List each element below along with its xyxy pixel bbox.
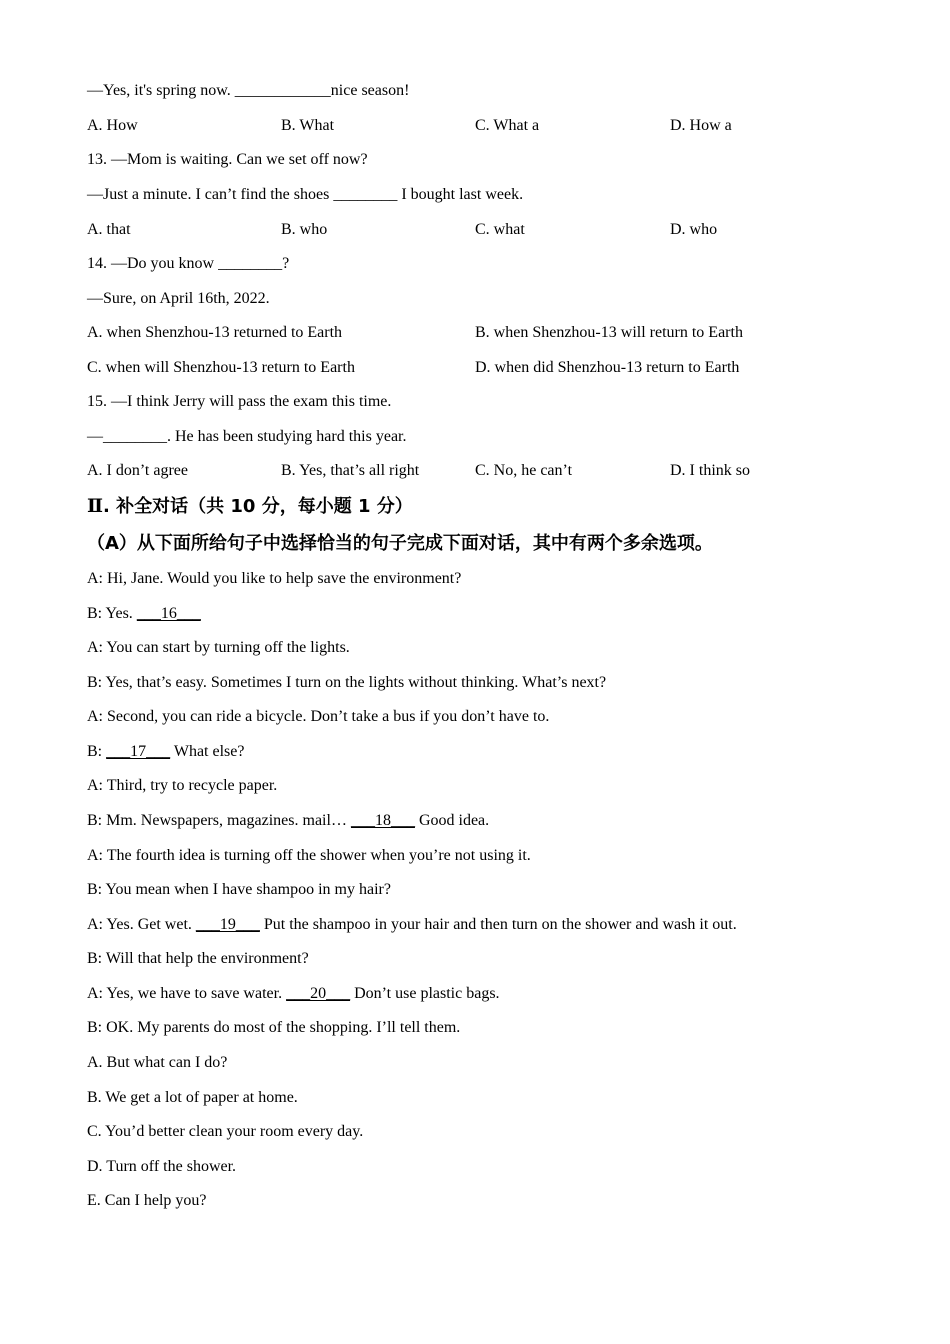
q14-option-b: B. when Shenzhou-13 will return to Earth [475, 324, 743, 341]
dialogue-line-13-tail: Don’t use plastic bags. [350, 985, 500, 1002]
dialogue-line-6 [87, 742, 244, 762]
dialogue-line-13 [87, 984, 500, 1004]
dialogue-line-4: B: Yes, that’s easy. Sometimes I turn on the lights without thinking. What’s next? [87, 674, 607, 691]
choice-a: A. But what can I do? [87, 1054, 228, 1071]
dialogue-line-6-tail: What else? [170, 743, 245, 760]
section-subtitle: （A）从下面所给句子中选择恰当的句子完成下面对话，其中有两个多余选项。 [87, 533, 713, 554]
blank-16: ___16___ [136, 605, 201, 622]
dialogue-line-2 [87, 604, 201, 624]
q13-option-c: C. what [475, 221, 525, 238]
q12-option-a: A. How [87, 117, 138, 134]
q12-option-c: C. What a [475, 117, 540, 134]
dialogue-line-6-text: B: [87, 743, 107, 760]
blank-20: ___20___ [286, 985, 351, 1002]
dialogue-line-1: A: Hi, Jane. Would you like to help save the environment? [87, 570, 462, 587]
q15-answer-line: —________. He has been studying hard this year. [87, 428, 407, 445]
dialogue-line-10: B: You mean when I have shampoo in my hair? [87, 881, 391, 898]
q14-option-d: D. when did Shenzhou-13 return to Earth [475, 359, 740, 376]
dialogue-line-8 [87, 811, 489, 831]
section-title: . 补全对话（共 10 分，每小题 1 分） [103, 496, 413, 517]
q13-option-b: B. who [281, 221, 328, 238]
section-heading [87, 496, 413, 518]
q12-option-b: B. What [281, 117, 335, 134]
dialogue-line-8-tail: Good idea. [414, 812, 490, 829]
dialogue-line-11-text: A: Yes. Get wet. [87, 916, 196, 933]
dialogue-line-9: A: The fourth idea is turning off the shower when you’re not using it. [87, 847, 531, 864]
q13-option-a: A. that [87, 221, 131, 238]
blank-17: ___17___ [106, 743, 171, 760]
q12-option-d: D. How a [670, 117, 732, 134]
dialogue-line-11-tail: Put the shampoo in your hair and then turn on the shower and wash it out. [259, 916, 737, 933]
dialogue-line-12: B: Will that help the environment? [87, 950, 309, 967]
dialogue-line-7: A: Third, try to recycle paper. [87, 777, 278, 794]
choice-b: B. We get a lot of paper at home. [87, 1089, 298, 1106]
q14-answer-line: —Sure, on April 16th, 2022. [87, 290, 270, 307]
q12-answer-line: —Yes, it's spring now. ____________nice season! [87, 82, 410, 99]
dialogue-line-2-text: B: Yes. [87, 605, 137, 622]
dialogue-line-5: A: Second, you can ride a bicycle. Don’t take a bus if you don’t have to. [87, 708, 550, 725]
q15-stem: 15. —I think Jerry will pass the exam this time. [87, 393, 392, 410]
dialogue-line-14: B: OK. My parents do most of the shopping. I’ll tell them. [87, 1019, 461, 1036]
choice-c: C. You’d better clean your room every day. [87, 1123, 364, 1140]
dialogue-line-13-text: A: Yes, we have to save water. [87, 985, 287, 1002]
q13-answer-line: —Just a minute. I can’t find the shoes ________ I bought last week. [87, 186, 524, 203]
blank-18: ___18___ [350, 812, 415, 829]
q14-stem: 14. —Do you know ________? [87, 255, 290, 272]
q14-option-a: A. when Shenzhou-13 returned to Earth [87, 324, 343, 341]
q14-option-c: C. when will Shenzhou-13 return to Earth [87, 359, 355, 376]
q15-option-a: A. I don’t agree [87, 462, 188, 479]
choice-e: E. Can I help you? [87, 1192, 207, 1209]
blank-19: ___19___ [195, 916, 260, 933]
q15-option-d: D. I think so [670, 462, 750, 479]
dialogue-line-3: A: You can start by turning off the lights. [87, 639, 350, 656]
section-numeral: Ⅱ [87, 496, 104, 517]
dialogue-line-8-text: B: Mm. Newspapers, magazines. mail… [87, 812, 351, 829]
q13-stem: 13. —Mom is waiting. Can we set off now? [87, 151, 368, 168]
q15-option-b: B. Yes, that’s all right [281, 462, 420, 479]
q13-option-d: D. who [670, 221, 718, 238]
dialogue-line-11 [87, 915, 737, 935]
choice-d: D. Turn off the shower. [87, 1158, 237, 1175]
q15-option-c: C. No, he can’t [475, 462, 573, 479]
